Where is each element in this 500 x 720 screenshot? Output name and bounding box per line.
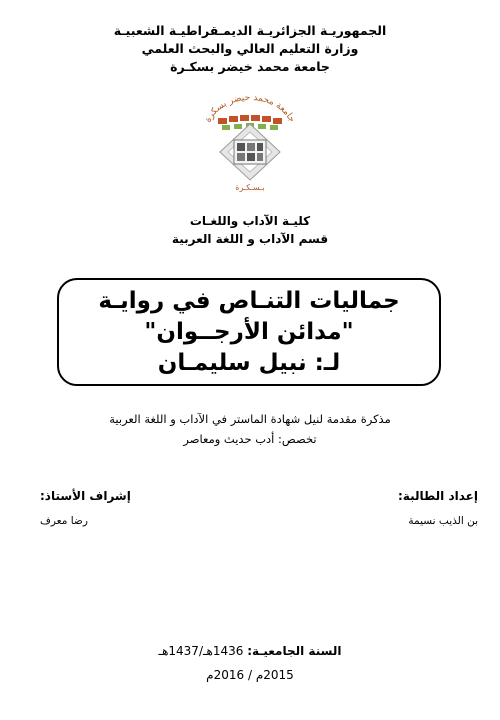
republic-name: الجمهوريـة الجزائريـة الديمـقراطيـة الشعبيـة: [113, 23, 387, 38]
svg-text:جامعة محمد خيضر بسكرة: [203, 96, 296, 124]
title-line-3: لـ: نبيل سليمـان: [157, 349, 341, 376]
faculty-block: [0, 212, 500, 248]
academic-year-gregorian: 2015م / 2016م: [206, 668, 294, 682]
department-name: قسم الآداب و اللغة العربية: [171, 232, 329, 246]
student-label: إعداد الطالبة:: [398, 489, 478, 503]
student-name: بن الذيب نسيمة: [408, 515, 478, 527]
emblem-bottom-text: بـسـكـرة: [235, 183, 265, 192]
thesis-title-box: [57, 278, 441, 386]
faculty-name: كليـة الآداب واللغـات: [189, 214, 311, 228]
supervisor-block: [40, 486, 150, 530]
supervisor-label: إشراف الأستاذ:: [40, 489, 131, 503]
academic-year-label: السنة الجامعيـة:: [247, 644, 342, 658]
institution-header: [0, 22, 500, 76]
ministry-name: وزارة التعليم العالي والبحث العلمي: [141, 41, 359, 56]
title-line-2: "مدائن الأرجــوان": [144, 318, 354, 345]
academic-year-hijri: 1436هـ/1437هـ: [158, 644, 244, 658]
emblem-arc-text: جامعة محمد خيضر بسكرة: [203, 96, 297, 125]
thesis-info: [0, 409, 500, 449]
thesis-description: مذكرة مقدمة لنيل شهادة الماستر في الآداب و اللغة العربية: [109, 412, 391, 426]
student-block: [398, 486, 478, 530]
university-emblem-icon: [198, 96, 302, 196]
university-name: جامعة محمد خيضر بسكـرة: [170, 59, 330, 74]
title-line-1: جماليات التنـاص في روايـة: [98, 287, 400, 314]
academic-year-block: [0, 640, 500, 686]
thesis-specialization: تخصص: أدب حديث ومعاصر: [183, 432, 317, 446]
supervisor-name: رضا معرف: [40, 515, 88, 527]
